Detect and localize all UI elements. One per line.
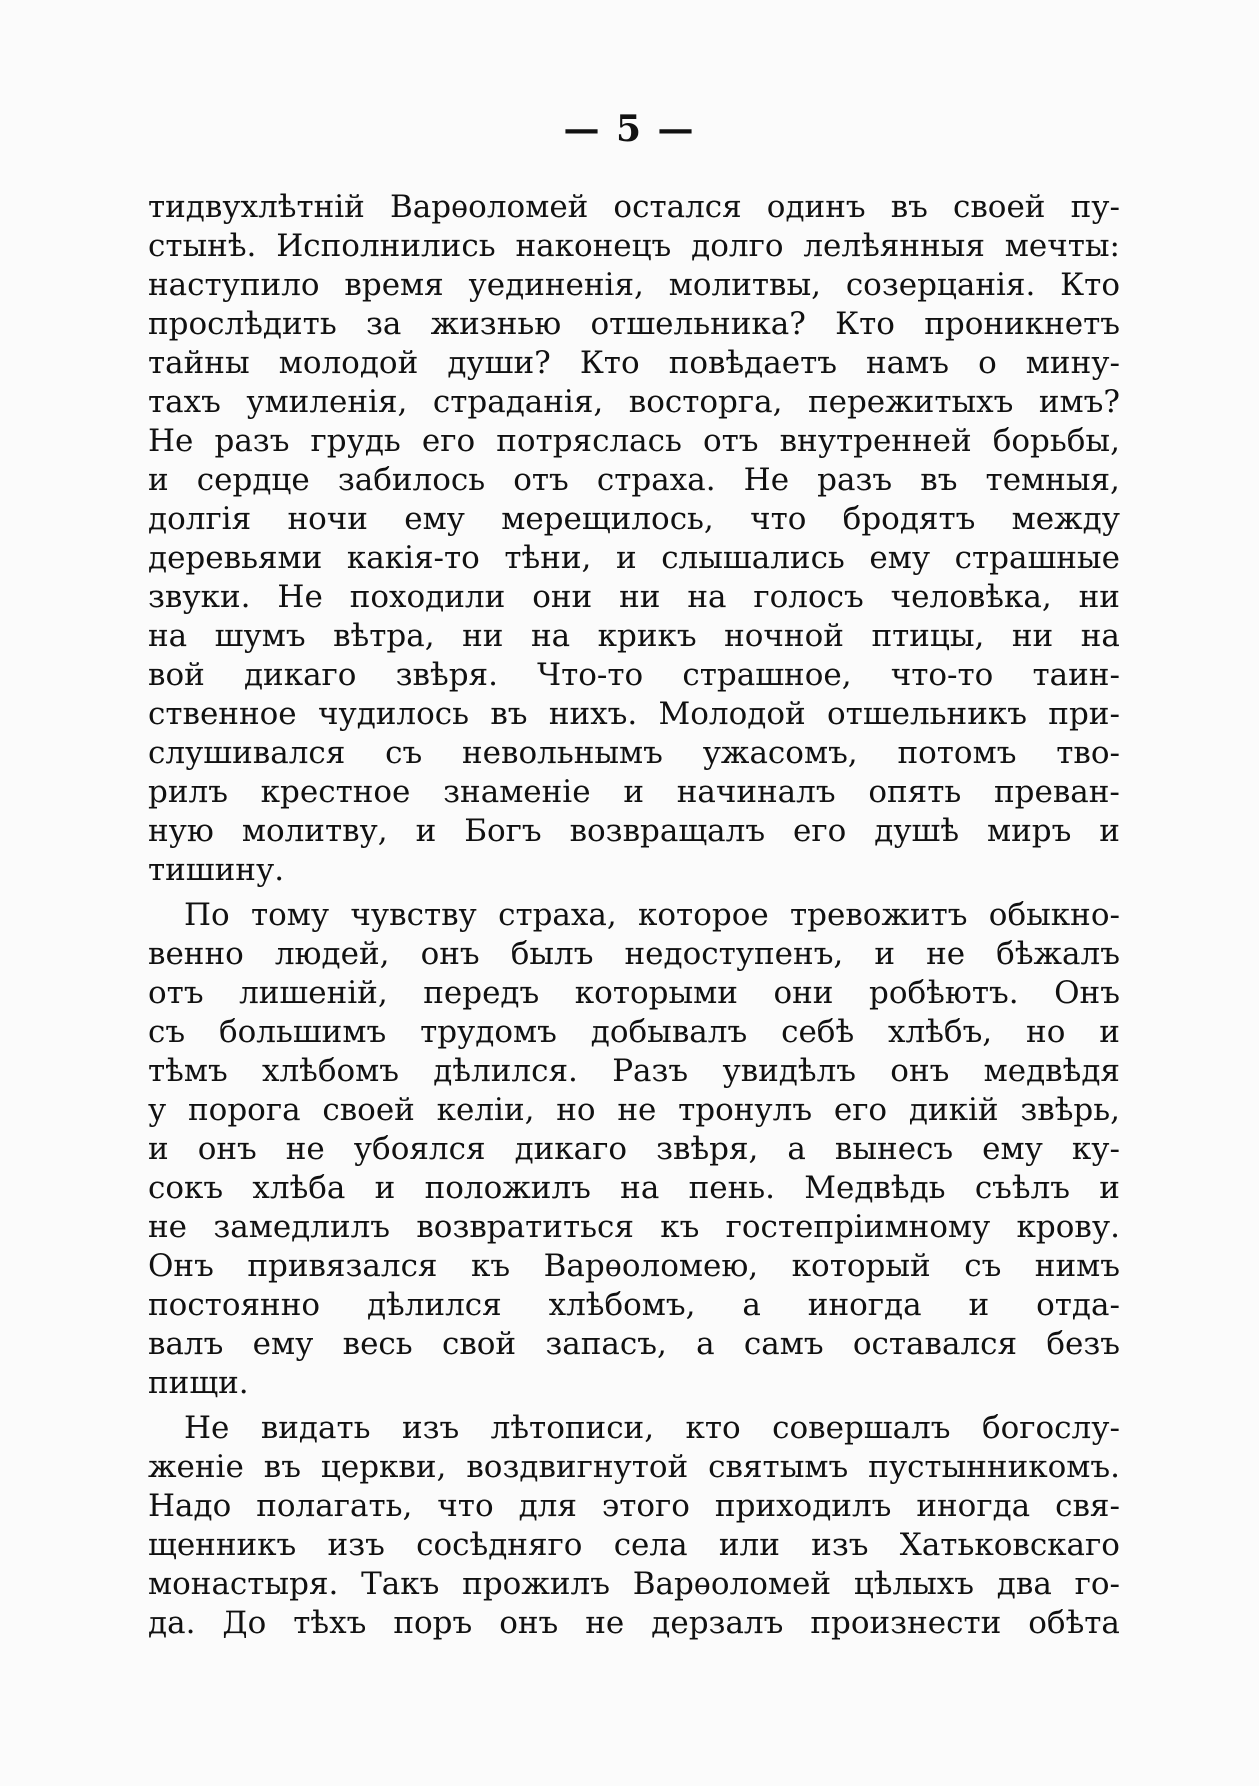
text-line: отъ лишеній, передъ которыми они робѣютъ. Онъ bbox=[148, 975, 1120, 1011]
text-line: валъ ему весь свой запасъ, а самъ оставался безъ bbox=[148, 1326, 1120, 1362]
paragraph bbox=[148, 896, 1120, 1403]
body-text bbox=[148, 188, 1120, 1643]
text-line: и сердце забилось отъ страха. Не разъ въ темныя, bbox=[148, 462, 1120, 498]
text-line: слушивался съ невольнымъ ужасомъ, потомъ тво- bbox=[148, 735, 1120, 771]
text-line: щенникъ изъ сосѣдняго села или изъ Хатьковскаго bbox=[148, 1527, 1120, 1563]
text-line: пищи. bbox=[148, 1365, 249, 1401]
text-line: прослѣдить за жизнью отшельника? Кто проникнетъ bbox=[148, 306, 1120, 342]
text-line: монастыря. Такъ прожилъ Варѳоломей цѣлыхъ два го- bbox=[148, 1566, 1120, 1602]
paragraph bbox=[148, 1409, 1120, 1643]
text-line: ную молитву, и Богъ возвращалъ его душѣ миръ и bbox=[148, 813, 1120, 849]
text-line: наступило время уединенія, молитвы, созерцанія. Кто bbox=[148, 267, 1120, 303]
paragraph bbox=[148, 188, 1120, 890]
text-line: тидвухлѣтній Варѳоломей остался одинъ въ своей пу- bbox=[148, 189, 1120, 225]
text-line: женіе въ церкви, воздвигнутой святымъ пустынникомъ. bbox=[148, 1449, 1120, 1485]
text-line: тишину. bbox=[148, 852, 285, 888]
text-line: не замедлилъ возвратиться къ гостепріимному крову. bbox=[148, 1209, 1120, 1245]
page-number: — 5 — bbox=[563, 108, 696, 150]
text-line: на шумъ вѣтра, ни на крикъ ночной птицы, ни на bbox=[148, 618, 1120, 654]
text-line: долгія ночи ему мерещилось, что бродятъ между bbox=[148, 501, 1120, 537]
text-line: тѣмъ хлѣбомъ дѣлился. Разъ увидѣлъ онъ медвѣдя bbox=[148, 1053, 1120, 1089]
text-line: звуки. Не походили они ни на голосъ человѣка, ни bbox=[148, 579, 1120, 615]
text-line: Не видать изъ лѣтописи, кто совершалъ богослу- bbox=[184, 1410, 1120, 1446]
text-line: Не разъ грудь его потряслась отъ внутренней борьбы, bbox=[148, 423, 1120, 459]
text-line: съ большимъ трудомъ добывалъ себѣ хлѣбъ, но и bbox=[148, 1014, 1120, 1050]
text-line: венно людей, онъ былъ недоступенъ, и не бѣжалъ bbox=[148, 936, 1120, 972]
text-line: сокъ хлѣба и положилъ на пень. Медвѣдь съѣлъ и bbox=[148, 1170, 1120, 1206]
text-line: постоянно дѣлился хлѣбомъ, а иногда и отда- bbox=[148, 1287, 1120, 1323]
text-line: да. До тѣхъ поръ онъ не дерзалъ произнести обѣта bbox=[148, 1605, 1120, 1641]
text-line: ственное чудилось въ нихъ. Молодой отшельникъ при- bbox=[148, 696, 1120, 732]
text-line: стынѣ. Исполнились наконецъ долго лелѣянныя мечты: bbox=[148, 228, 1120, 264]
text-line: деревьями какія-то тѣни, и слышались ему страшные bbox=[148, 540, 1120, 576]
text-line: По тому чувству страха, которое тревожитъ обыкно- bbox=[184, 897, 1120, 933]
text-line: у порога своей келіи, но не тронулъ его дикій звѣрь, bbox=[148, 1092, 1120, 1128]
text-line: рилъ крестное знаменіе и начиналъ опять преван- bbox=[148, 774, 1120, 810]
text-line: вой дикаго звѣря. Что-то страшное, что-то таин- bbox=[148, 657, 1120, 693]
text-line: Надо полагать, что для этого приходилъ иногда свя- bbox=[148, 1488, 1120, 1524]
text-line: тахъ умиленія, страданія, восторга, пережитыхъ имъ? bbox=[148, 384, 1120, 420]
text-line: и онъ не убоялся дикаго звѣря, а вынесъ ему ку- bbox=[148, 1131, 1120, 1167]
text-line: Онъ привязался къ Варѳоломею, который съ нимъ bbox=[148, 1248, 1120, 1284]
text-line: тайны молодой души? Кто повѣдаетъ намъ о мину- bbox=[148, 345, 1120, 381]
